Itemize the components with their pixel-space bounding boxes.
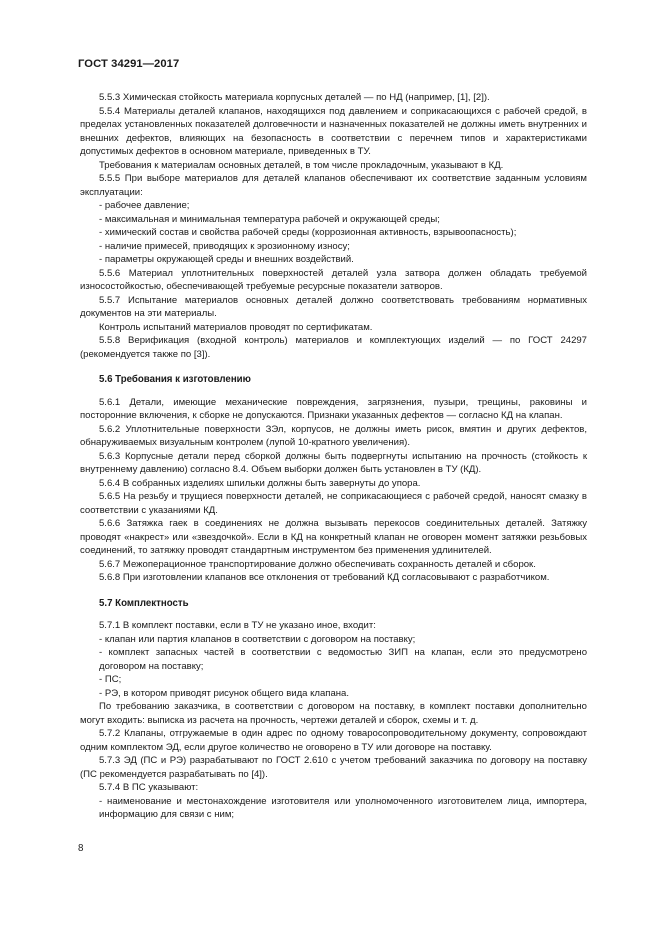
- paragraph: 5.7.2 Клапаны, отгружаемые в один адрес по одному товаросопроводительному документу, сопровождают одним комплектом ЭД, если другое количество не оговорено в ТУ или договоре на поставку.: [80, 728, 587, 753]
- list-item: - наименование и местонахождение изготовителя или уполномоченного изготовителем лица, импортера, информацию для связи с ним;: [99, 795, 587, 820]
- paragraph: 5.6.4 В собранных изделиях шпильки должны быть завернуты до упора.: [99, 477, 421, 489]
- paragraph: Требования к материалам основных деталей, в том числе прокладочным, указывают в КД.: [99, 159, 504, 171]
- document-body: [80, 91, 587, 822]
- paragraph: Контроль испытаний материалов проводят по сертификатам.: [99, 321, 373, 333]
- paragraph: 5.5.4 Материалы деталей клапанов, находящихся под давлением и соприкасающихся с рабочей средой, в пределах установленных показателей долговечности и назначенных показателей не должны иметь внутренних и внешних дефектов, влияющих на безопасность в соответствии с перечнем типов и характеристиками допустимых дефектов в основном материале, приведенных в ТУ.: [80, 105, 587, 157]
- section-heading: 5.6 Требования к изготовлению: [99, 374, 251, 385]
- paragraph: 5.5.5 При выборе материалов для деталей клапанов обеспечивают их соответствие заданным условиям эксплуатации:: [80, 173, 587, 198]
- paragraph: 5.7.3 ЭД (ПС и РЭ) разрабатывают по ГОСТ 2.610 с учетом требований заказчика по договору на поставку (ПС рекомендуется разрабатывать по [4]).: [80, 755, 587, 780]
- paragraph: 5.6.7 Межоперационное транспортирование должно обеспечивать сохранность деталей и сборок.: [99, 558, 536, 570]
- paragraph: 5.5.8 Верификация (входной контроль) материалов и комплектующих изделий — по ГОСТ 24297 (рекомендуется также по [3]).: [80, 335, 587, 360]
- list-item: - рабочее давление;: [99, 200, 190, 211]
- list-item: - химический состав и свойства рабочей среды (коррозионная активность, взрывоопасность);: [99, 227, 517, 238]
- list-item: - РЭ, в котором приводят рисунок общего вида клапана.: [99, 687, 350, 699]
- list-item: - ПС;: [99, 674, 122, 685]
- paragraph: 5.7.1 В комплект поставки, если в ТУ не указано иное, входит:: [99, 620, 376, 631]
- paragraph: 5.5.7 Испытание материалов основных деталей должно соответствовать требованиям нормативных документов на эти материалы.: [80, 294, 587, 319]
- paragraph: 5.5.3 Химическая стойкость материала корпусных деталей — по НД (например, [1], [2]).: [99, 92, 490, 103]
- list-item: - клапан или партия клапанов в соответствии с договором на поставку;: [99, 633, 416, 645]
- document-header: ГОСТ 34291—2017: [78, 58, 180, 70]
- paragraph: 5.7.4 В ПС указывают:: [99, 782, 199, 793]
- list-item: - наличие примесей, приводящих к эрозионному износу;: [99, 240, 350, 252]
- section-heading: 5.7 Комплектность: [99, 597, 189, 609]
- list-item: - комплект запасных частей в соответствии с ведомостью ЗИП на клапан, если это предусмотрено договором на поставку;: [99, 647, 587, 672]
- paragraph: 5.5.6 Материал уплотнительных поверхностей деталей узла затвора должен обладать требуемой износостойкостью, обеспечивающей требуемые ресурсные показатели затворов.: [80, 267, 587, 292]
- paragraph: 5.6.1 Детали, имеющие механические повреждения, загрязнения, пузыри, трещины, раковины и посторонние включения, к сборке не допускаются. Признаки указанных дефектов — согласно КД на клапан.: [80, 396, 587, 421]
- page-number: 8: [78, 843, 84, 854]
- paragraph: 5.6.6 Затяжка гаек в соединениях не должна вызывать перекосов соединительных деталей. Затяжку проводят «накрест» или «звездочкой». Если в КД на конкретный клапан не оговорен момент затяжки резьбовых соединений, то затяжку проводят стандартным инструментом без применения удлинителей.: [80, 518, 587, 556]
- list-item: - параметры окружающей среды и внешних воздействий.: [99, 254, 354, 265]
- paragraph: По требованию заказчика, в соответствии с договором на поставку, в комплект поставки дополнительно могут входить: выписка из расчета на прочность, чертежи деталей и сборок, схемы и т. д.: [80, 701, 587, 726]
- paragraph: 5.6.2 Уплотнительные поверхности ЗЭл, корпусов, не должны иметь рисок, вмятин и других дефектов, обнаруживаемых визуальным контролем (лупой 10-кратного увеличения).: [80, 423, 587, 448]
- paragraph: 5.6.3 Корпусные детали перед сборкой должны быть подвергнуты испытанию на прочность (стойкость к внутреннему давлению) согласно 8.4. Объем выборки должен быть установлен в ТУ (КД).: [80, 450, 587, 475]
- paragraph: 5.6.8 При изготовлении клапанов все отклонения от требований КД согласовывают с разработчиком.: [99, 572, 550, 583]
- paragraph: 5.6.5 На резьбу и трущиеся поверхности деталей, не соприкасающиеся с рабочей средой, наносят смазку в соответствии с указаниями КД.: [80, 491, 587, 516]
- list-item: - максимальная и минимальная температура рабочей и окружающей среды;: [99, 213, 440, 225]
